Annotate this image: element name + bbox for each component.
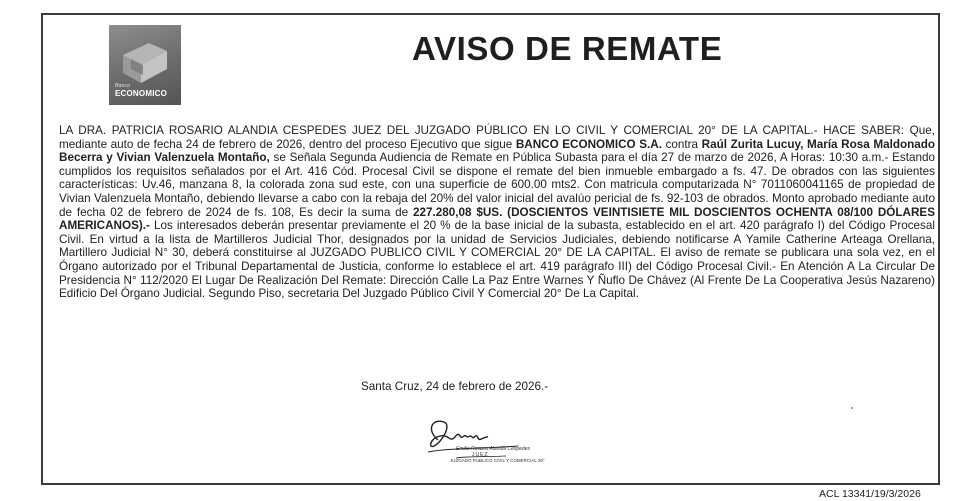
logo-bank-label: Banco <box>115 83 131 89</box>
body-text-4: Los interesados deberán presentar previamente el 20 % de la base inicial de la subasta, establecido en el art. 420 parágrafo I) del Código Procesal Civil. En virtud a la lista de Martilleros Judicial Thor, designados por la unidad de Servicios Judiciales, debiendo notificarse A Yamile Catherine Arteaga Orellana, Martillero Judicial N° 30, deberá constituirse al JUZGADO PUBLICO CIVIL Y COMERCIAL 20° DE LA CAPITAL. El aviso de remate se publicara una sola vez, en el Órgano autorizado por el Tribunal Departamental de Justicia, conforme lo establece el art. 419 parágrafo III) del Código Procesal Civil.- En Atención A La Circular De Presidencia N° 112/2020 El Lugar De Realización Del Remate: Dirección Calle La Paz Entre Warnes Y Ñuflo De Chávez (Al Frente De La Cooperativa Jesús Nazareno) Edificio Del Órgano Judicial. Segundo Piso, secretaria Del Juzgado Público Civil Y Comercial 20° De La Capital. <box>59 219 935 301</box>
notice-paragraph <box>59 124 935 301</box>
logo-bank-name: ECONOMICO <box>115 89 168 98</box>
body-text-3: se Señala Segunda Audiencia de Remate en Pública Subasta para el día 27 de marzo de 2026, A Horas: 10:30 a.m.- Estando cumplidos los requisitos señalados por el Art. 416 Cód. Procesal Civil se dispone el remate del bien inmueble embargado a fs. 47. De obrados con las siguientes características: Uv.46, manzana 8, la colorada zona sud este, con una superficie de 600.00 mts2. Con matricula computarizada N° 7011060041165 de propiedad de Vivian Valenzuela Montaño, debiendo llevarse a cabo con la rebaja del 20% del valor inicial del avalúo pericial de fs. 92-103 de obrados. Monto aprobado mediante auto de fecha 02 de febrero de 2024 de fs. 108, Es decir la suma de <box>59 151 935 219</box>
signature-icon <box>418 412 538 474</box>
publication-reference: ACL 13341/19/3/2026 <box>819 488 921 500</box>
signature-court: JUZGADO PUBLICO CIVIL Y COMERCIAL 20° <box>450 458 545 463</box>
body-text-2: contra <box>661 137 702 151</box>
defendant-names: Raúl Zurita Lucuy, María Rosa Maldonado Becerra y Vivian Valenzuela Montaño, <box>59 137 936 165</box>
place-date: Santa Cruz, 24 de febrero de 2026.- <box>361 380 549 393</box>
body-text-1: LA DRA. PATRICIA ROSARIO ALANDIA CESPEDES JUEZ DEL JUZGADO PÚBLICO EN LO CIVIL Y COMERCIAL 20° DE LA CAPITAL.- HACE SABER: Que, mediante auto de fecha 24 de febrero de 2026, dentro del proceso Ejecutivo que sigue <box>59 124 935 151</box>
page-title: AVISO DE REMATE <box>412 30 723 67</box>
auction-amount: 227.280,08 $US. (DOSCIENTOS VEINTISIETE MIL DOSCIENTOS OCHENTA 08/100 DÓLARES AMERICANOS).- <box>59 205 935 233</box>
signature-role: JUEZ <box>472 452 489 458</box>
bank-logo <box>109 25 181 105</box>
signature-name: Emilio Rosario Alandia Cespedes <box>456 446 531 452</box>
plaintiff-name: BANCO ECONOMICO S.A. <box>515 137 662 151</box>
scan-speck <box>851 407 853 409</box>
notice-body <box>59 124 935 301</box>
